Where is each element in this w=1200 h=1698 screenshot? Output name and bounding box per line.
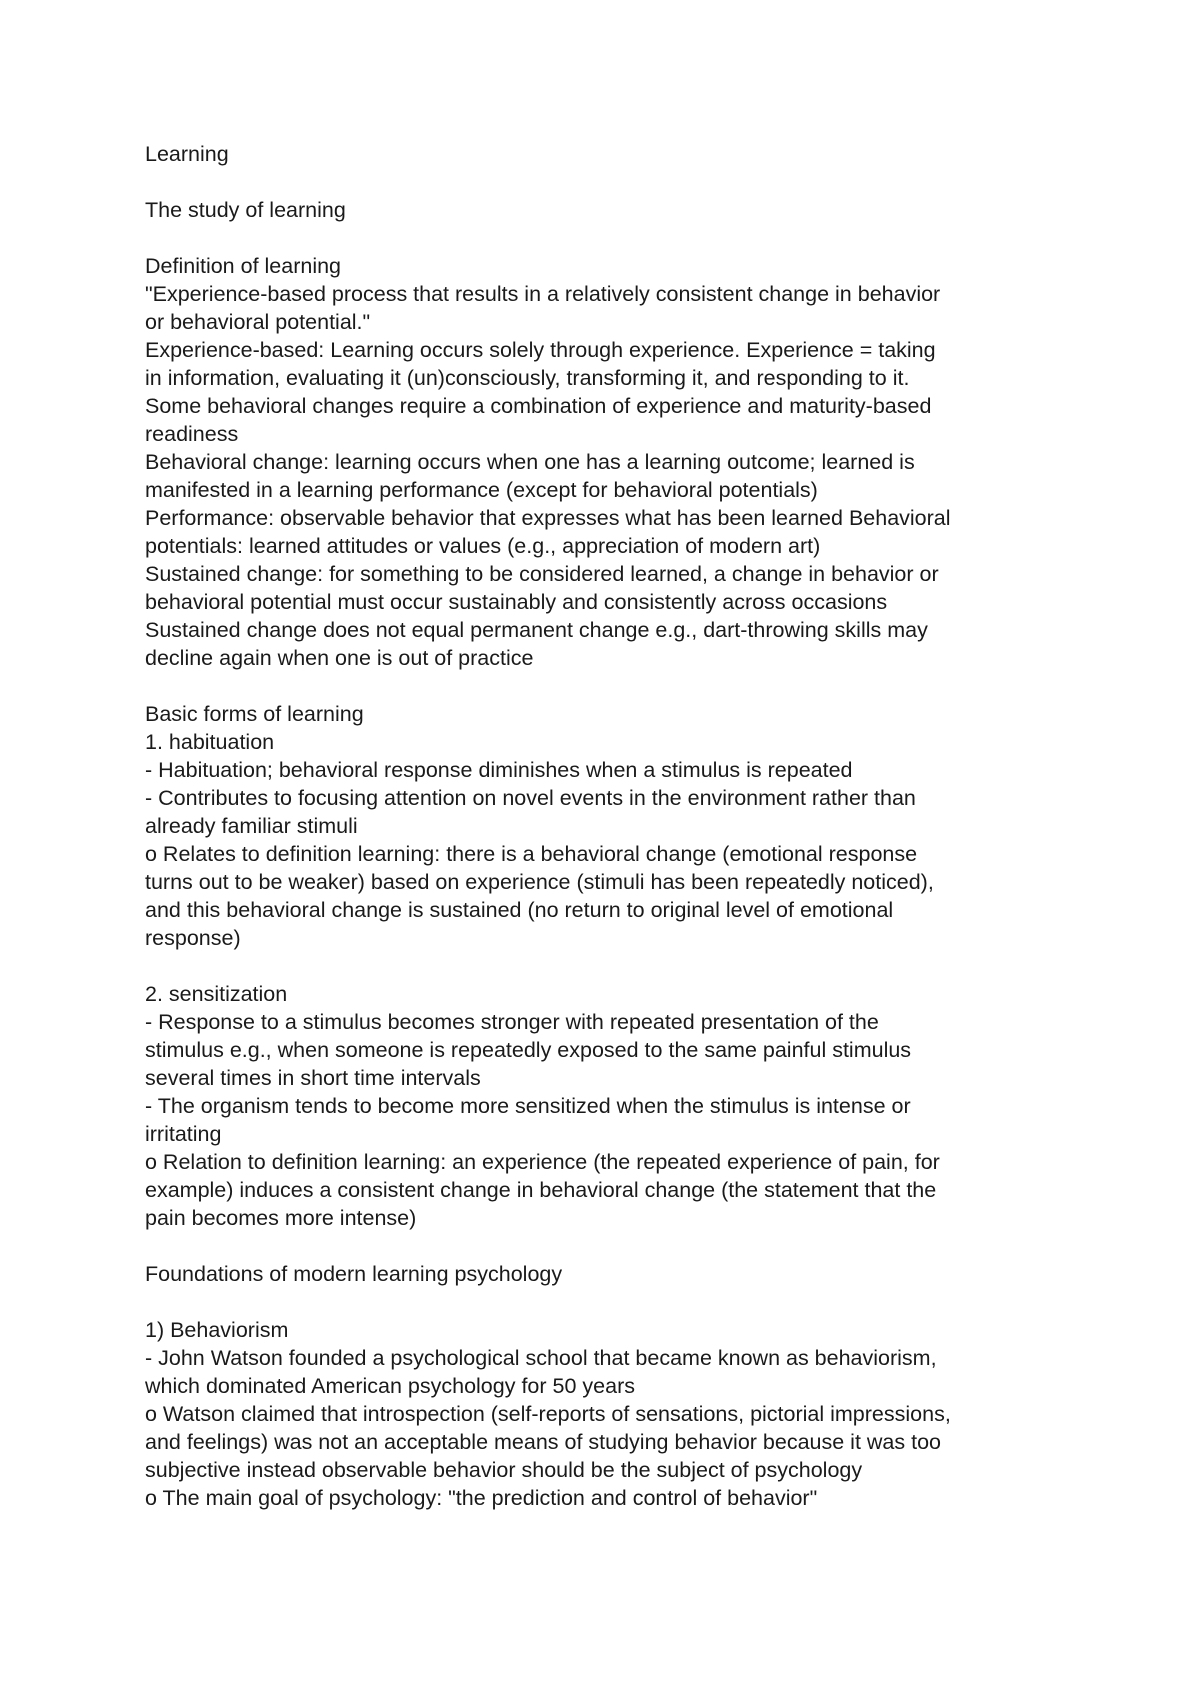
behaviorism-block [145, 1316, 1085, 1512]
text-line: 2. sensitization [145, 982, 288, 1006]
text-line: Sustained change does not equal permanent change e.g., dart-throwing skills may [145, 618, 928, 642]
text-line: Some behavioral changes require a combination of experience and maturity-based [145, 394, 932, 418]
text-line: irritating [145, 1122, 222, 1146]
text-line: Experience-based: Learning occurs solely through experience. Experience = taking [145, 338, 936, 362]
text-line: response) [145, 926, 241, 950]
text-line: pain becomes more intense) [145, 1206, 417, 1230]
text-line: o The main goal of psychology: "the prediction and control of behavior" [145, 1486, 818, 1510]
text-line: 1) Behaviorism [145, 1318, 289, 1342]
text-line: - John Watson founded a psychological school that became known as behaviorism, [145, 1346, 937, 1370]
text-line: - Response to a stimulus becomes stronger with repeated presentation of the [145, 1010, 879, 1034]
spacer [145, 224, 1085, 252]
text-line: 1. habituation [145, 730, 275, 754]
text-line: Sustained change: for something to be considered learned, a change in behavior or [145, 562, 939, 586]
habituation-block [145, 728, 1085, 952]
text-line: several times in short time intervals [145, 1066, 481, 1090]
text-line: in information, evaluating it (un)consciously, transforming it, and responding to it. [145, 366, 910, 390]
text-line: potentials: learned attitudes or values (e.g., appreciation of modern art) [145, 534, 821, 558]
text-line: and feelings) was not an acceptable means of studying behavior because it was too [145, 1430, 941, 1454]
text-line: o Relates to definition learning: there is a behavioral change (emotional response [145, 842, 918, 866]
sensitization-block [145, 980, 1085, 1232]
text-line: or behavioral potential." [145, 310, 371, 334]
section-heading-definition: Definition of learning [145, 254, 342, 278]
text-line: Performance: observable behavior that expresses what has been learned Behavioral [145, 506, 951, 530]
text-line: manifested in a learning performance (except for behavioral potentials) [145, 478, 818, 502]
text-line: - Contributes to focusing attention on novel events in the environment rather than [145, 786, 916, 810]
text-line: already familiar stimuli [145, 814, 358, 838]
definition-body [145, 280, 1085, 672]
text-line: subjective instead observable behavior should be the subject of psychology [145, 1458, 863, 1482]
text-line: - The organism tends to become more sensitized when the stimulus is intense or [145, 1094, 911, 1118]
text-line: behavioral potential must occur sustainably and consistently across occasions [145, 590, 888, 614]
text-line: decline again when one is out of practice [145, 646, 534, 670]
section-heading-basic-forms: Basic forms of learning [145, 702, 364, 726]
section-heading-study: The study of learning [145, 198, 346, 222]
section-heading-foundations: Foundations of modern learning psychology [145, 1262, 563, 1286]
text-line: turns out to be weaker) based on experience (stimuli has been repeatedly noticed), [145, 870, 934, 894]
text-line: readiness [145, 422, 239, 446]
spacer [145, 1288, 1085, 1316]
text-line: o Relation to definition learning: an experience (the repeated experience of pain, for [145, 1150, 940, 1174]
spacer [145, 1232, 1085, 1260]
text-line: o Watson claimed that introspection (self-reports of sensations, pictorial impressions, [145, 1402, 951, 1426]
document-title: Learning [145, 142, 229, 166]
spacer [145, 952, 1085, 980]
text-line: - Habituation; behavioral response diminishes when a stimulus is repeated [145, 758, 853, 782]
text-line: and this behavioral change is sustained (no return to original level of emotional [145, 898, 894, 922]
spacer [145, 168, 1085, 196]
spacer [145, 672, 1085, 700]
text-line: "Experience-based process that results in a relatively consistent change in behavior [145, 282, 941, 306]
text-line: example) induces a consistent change in behavioral change (the statement that the [145, 1178, 937, 1202]
document-page [145, 140, 1085, 1512]
text-line: Behavioral change: learning occurs when one has a learning outcome; learned is [145, 450, 915, 474]
text-line: which dominated American psychology for 50 years [145, 1374, 635, 1398]
text-line: stimulus e.g., when someone is repeatedly exposed to the same painful stimulus [145, 1038, 912, 1062]
